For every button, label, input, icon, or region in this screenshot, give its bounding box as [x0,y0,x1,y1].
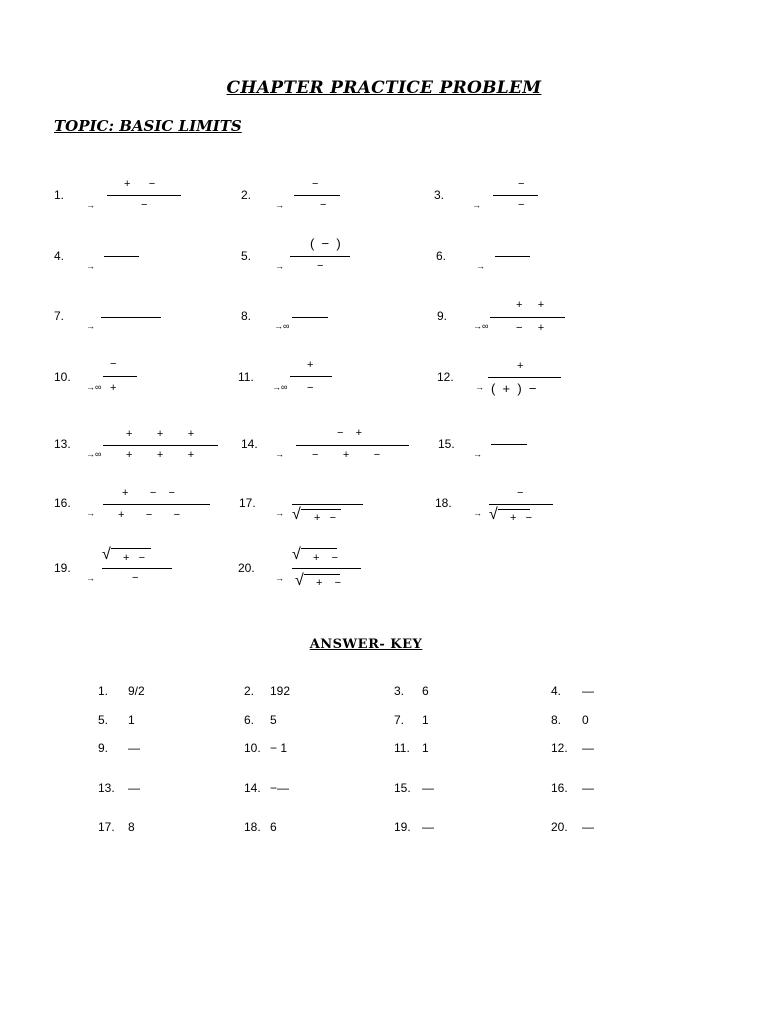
numerator: + − [313,552,339,564]
problem-number: 11. [238,370,254,384]
problem-number: 3. [434,188,445,202]
answer-value: — [422,781,434,795]
answer-number: 15. [394,781,411,795]
problem-number: 15. [438,437,455,451]
denominator: + − [510,512,533,524]
sqrt-icon: √ [489,506,498,523]
denominator: + [110,382,117,394]
answer-number: 10. [244,741,261,755]
limit-arrow: → [86,200,95,210]
answer-value: 0 [582,713,589,727]
limit-arrow: → [275,508,284,518]
answer-number: 12. [551,741,568,755]
answer-value: — [582,820,594,834]
fraction-bar [493,195,538,196]
answer-value: — [422,820,434,834]
answer-value: 6 [270,820,277,834]
sqrt-overline [301,509,341,510]
fraction-bar [490,317,565,318]
fraction-bar [296,445,409,446]
limit-arrow: →∞ [274,321,290,331]
limit-arrow: →∞ [86,449,102,459]
limit-arrow: → [275,200,284,210]
answer-number: 9. [98,741,109,755]
answer-value: — [128,781,140,795]
sqrt-icon: √ [292,546,301,563]
limit-arrow: → [473,508,482,518]
sqrt-overline [498,509,530,510]
problem-number: 1. [54,188,65,202]
fraction-bar [294,195,340,196]
topic-heading: TOPIC: BASIC LIMITS [54,117,242,135]
answer-value: 1 [422,741,429,755]
answer-value: −— [270,781,290,795]
answer-number: 2. [244,684,255,698]
answer-number: 4. [551,684,562,698]
limit-arrow: → [86,508,95,518]
answer-value: — [582,684,594,698]
numerator: + + + [126,428,195,440]
fraction-bar [489,504,553,505]
answer-number: 16. [551,781,568,795]
answer-value: 1 [422,713,429,727]
fraction-bar [103,504,210,505]
answer-number: 18. [244,820,261,834]
problem-number: 10. [54,370,71,384]
sqrt-overline [301,548,337,549]
problem-number: 16. [54,496,71,510]
denominator: + − [316,577,342,589]
answer-number: 14. [244,781,261,795]
answer-value: — [582,741,594,755]
numerator: + [307,359,314,371]
answer-number: 5. [98,713,109,727]
answer-value: — [128,741,140,755]
answer-value: − 1 [270,741,288,755]
limit-arrow: → [86,573,95,583]
limit-arrow: → [275,573,284,583]
problem-number: 7. [54,309,65,323]
problem-number: 13. [54,437,71,451]
limit-arrow: → [86,261,95,271]
limit-arrow: → [472,200,481,210]
answer-number: 7. [394,713,405,727]
numerator: + + [516,299,545,311]
problem-number: 14. [241,437,258,451]
fraction-bar [491,444,527,445]
limit-arrow: → [275,261,284,271]
sqrt-icon: √ [292,506,301,523]
limit-arrow: → [86,321,95,331]
limit-arrow: → [275,449,284,459]
problem-number: 19. [54,561,71,575]
problem-number: 9. [437,309,448,323]
denominator: − [518,199,525,211]
answer-number: 1. [98,684,109,698]
fraction-bar [488,377,561,378]
denominator: − [141,199,148,211]
numerator: − + [337,427,363,439]
fraction-bar [292,504,363,505]
answer-number: 20. [551,820,568,834]
answer-number: 11. [394,741,410,755]
denominator: − [307,382,314,394]
numerator: + − [123,552,146,564]
numerator: ( − ) [310,236,341,251]
answer-value: 6 [422,684,429,698]
sqrt-overline [304,574,340,575]
answer-number: 8. [551,713,562,727]
problem-number: 20. [238,561,255,575]
problem-number: 5. [241,249,252,263]
numerator: − [110,358,117,370]
limit-arrow: → [476,261,485,271]
numerator: − [517,487,524,499]
fraction-bar [107,195,181,196]
fraction-bar [104,256,139,257]
answer-value: 5 [270,713,277,727]
fraction-bar [495,256,530,257]
page-title: CHAPTER PRACTICE PROBLEM [226,78,542,98]
limit-arrow: →∞ [272,382,288,392]
problem-number: 8. [241,309,252,323]
denominator: − + − [312,449,381,461]
answer-value: 9/2 [128,684,145,698]
fraction-bar [103,376,137,377]
problem-number: 18. [435,496,452,510]
denominator: − + [516,322,545,334]
sqrt-overline [111,548,151,549]
problem-number: 2. [241,188,252,202]
answer-value: 1 [128,713,135,727]
denominator: − [132,572,139,584]
fraction-bar [290,376,332,377]
limit-arrow: →∞ [473,321,489,331]
denominator: + + + [126,449,195,461]
answer-number: 13. [98,781,115,795]
answer-number: 6. [244,713,255,727]
answer-value: — [582,781,594,795]
answer-value: 8 [128,820,135,834]
fraction-bar [292,317,328,318]
fraction-bar [290,256,350,257]
fraction-bar [292,568,361,569]
numerator: + [517,360,524,372]
limit-arrow: → [473,449,482,459]
numerator: − [312,178,319,190]
denominator: − [320,199,327,211]
answer-number: 19. [394,820,411,834]
answer-key-title: ANSWER- KEY [309,637,423,652]
numerator: + − [124,178,156,190]
numerator: + − − [122,487,175,499]
sqrt-icon: √ [102,546,111,563]
denominator: + − − [118,509,181,521]
fraction-bar [103,445,218,446]
problem-number: 12. [437,370,454,384]
numerator: − [518,178,525,190]
fraction-bar [101,317,161,318]
problem-number: 17. [239,496,256,510]
answer-number: 17. [98,820,115,834]
sqrt-icon: √ [295,572,304,589]
fraction-bar [102,568,172,569]
limit-arrow: → [475,382,484,392]
answer-value: 192 [270,684,291,698]
problem-number: 6. [436,249,447,263]
limit-arrow: →∞ [86,382,102,392]
denominator: − [317,260,324,272]
denominator: + − [314,512,337,524]
answer-number: 3. [394,684,405,698]
problem-number: 4. [54,249,65,263]
denominator: ( + ) − [491,381,537,396]
